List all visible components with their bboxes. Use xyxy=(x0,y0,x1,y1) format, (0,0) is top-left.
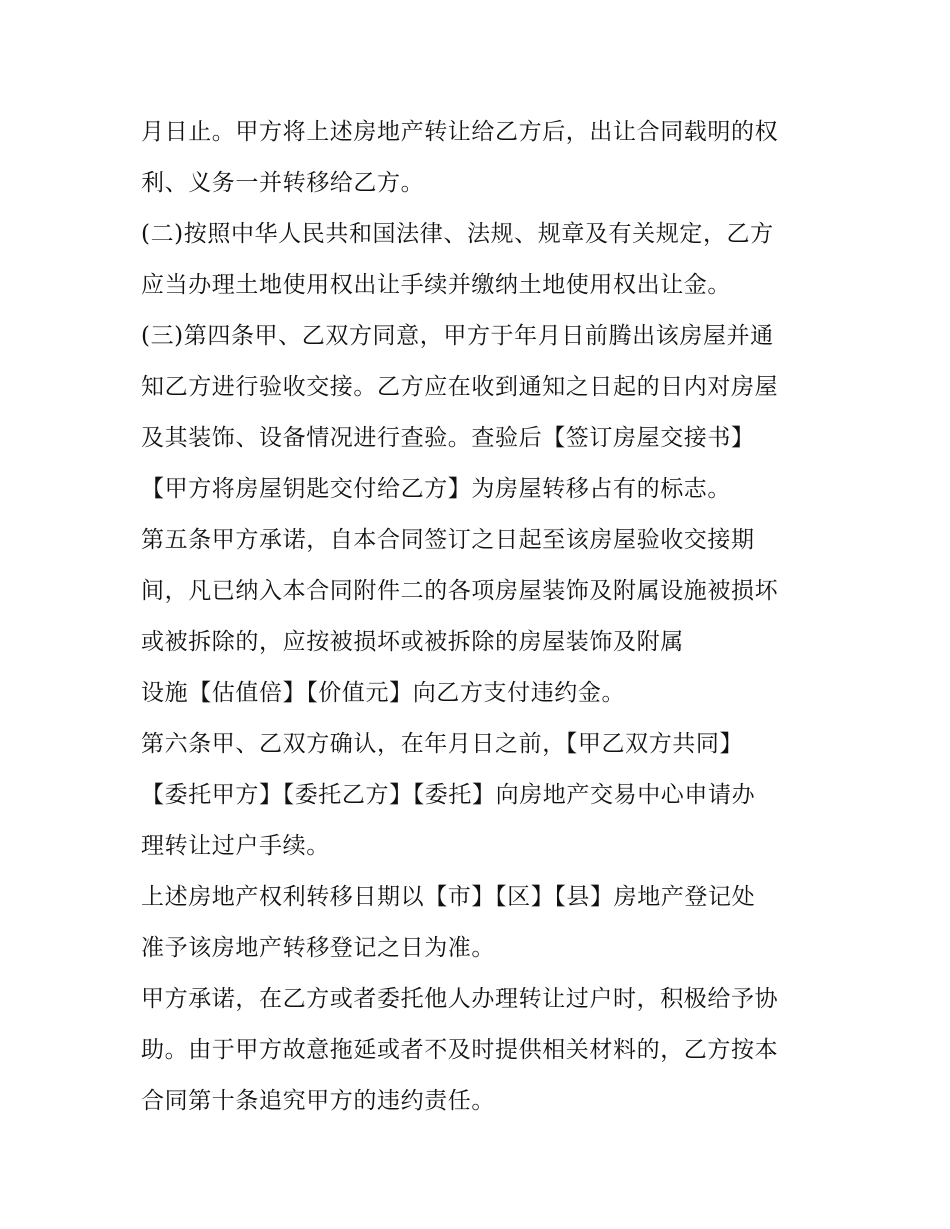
document-body xyxy=(141,107,831,1127)
text-line-13: 第六条甲、乙双方确认，在年月日之前，【甲乙双方共同】 xyxy=(141,731,744,757)
text-line-5: (三)第四条甲、乙双方同意，甲方于年月日前腾出该房屋并通 xyxy=(141,323,774,349)
text-line-16: 上述房地产权利转移日期以【市】【区】【县】房地产登记处 xyxy=(141,884,756,910)
text-line-14: 【委托甲方】【委托乙方】【委托】向房地产交易中心申请办 xyxy=(141,782,756,808)
text-line-11: 或被拆除的，应按被损坏或被拆除的房屋装饰及附属 xyxy=(141,629,684,655)
text-line-20: 合同第十条追究甲方的违约责任。 xyxy=(141,1088,495,1114)
text-line-4: 应当办理土地使用权出让手续并缴纳土地使用权出让金。 xyxy=(141,272,731,298)
text-line-15: 理转让过户手续。 xyxy=(141,833,330,859)
text-line-19: 助。由于甲方故意拖延或者不及时提供相关材料的，乙方按本 xyxy=(141,1037,779,1063)
text-line-7: 及其装饰、设备情况进行查验。查验后【签订房屋交接书】 xyxy=(141,425,755,451)
text-line-9: 第五条甲方承诺，自本合同签订之日起至该房屋验收交接期 xyxy=(141,527,755,553)
text-line-17: 准予该房地产转移登记之日为准。 xyxy=(141,935,495,961)
text-line-3: (二)按照中华人民共和国法律、法规、规章及有关规定，乙方 xyxy=(141,221,774,247)
text-line-12: 设施【估值倍】【价值元】向乙方支付违约金。 xyxy=(141,680,626,706)
text-line-10: 间，凡已纳入本合同附件二的各项房屋装饰及附属设施被损坏 xyxy=(141,578,779,604)
text-line-6: 知乙方进行验收交接。乙方应在收到通知之日起的日内对房屋 xyxy=(141,374,779,400)
text-line-8: 【甲方将房屋钥匙交付给乙方】为房屋转移占有的标志。 xyxy=(141,476,731,502)
text-line-2: 利、义务一并转移给乙方。 xyxy=(141,170,425,196)
text-line-18: 甲方承诺，在乙方或者委托他人办理转让过户时，积极给予协 xyxy=(141,986,779,1012)
text-line-1: 月日止。甲方将上述房地产转让给乙方后，出让合同载明的权 xyxy=(141,119,779,145)
